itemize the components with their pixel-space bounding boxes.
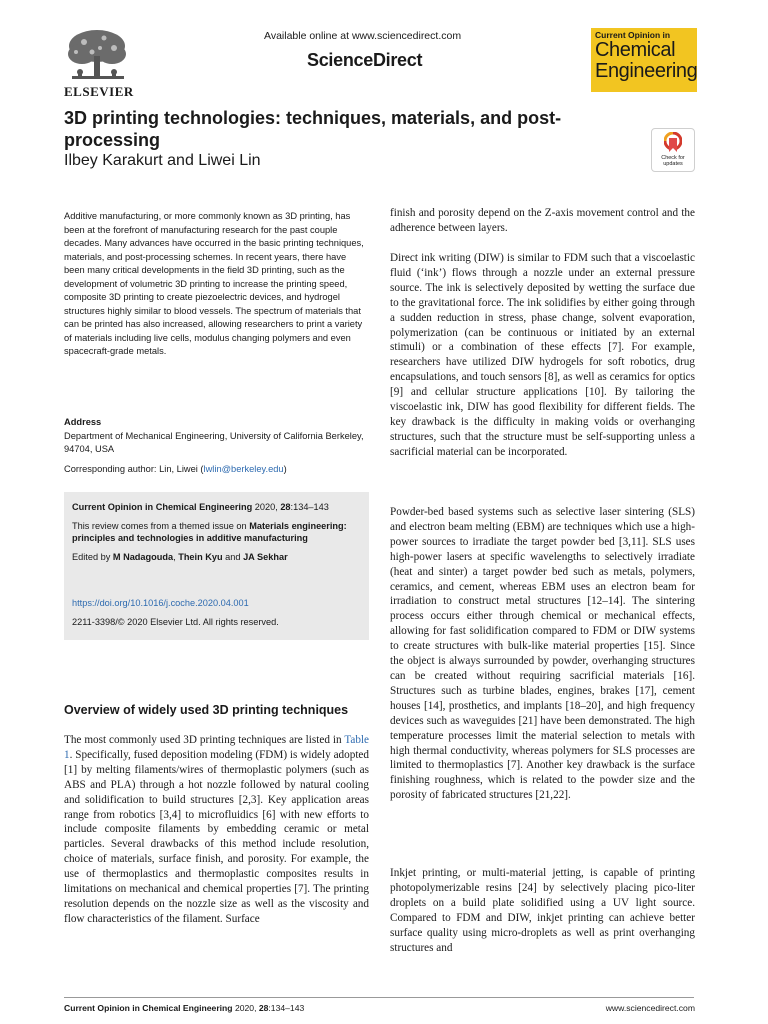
sciencedirect-brand: ScienceDirect <box>307 50 423 70</box>
crossmark-label-2: updates <box>663 161 683 167</box>
section-heading: Overview of widely used 3D printing techniques <box>64 703 349 717</box>
editor-1: M Nadagouda <box>112 551 174 562</box>
edited-prefix: Edited by <box>72 551 113 562</box>
publisher-name: ELSEVIER <box>64 84 134 99</box>
crossmark-label-1: Check for <box>661 155 685 161</box>
address-text: Department of Mechanical Engineering, University of California Berkeley, 94704, USA <box>64 431 364 454</box>
footer-pages: :134–143 <box>268 1003 305 1013</box>
article-authors: Ilbey Karakurt and Liwei Lin <box>64 152 261 169</box>
intro-text-1: The most commonly used 3D printing techniques are listed in <box>64 734 345 746</box>
corresponding-suffix: ) <box>283 464 287 474</box>
journal-cover-line-1: Chemical <box>595 39 676 61</box>
doi-line <box>72 597 361 610</box>
crossmark-icon <box>664 132 682 154</box>
theme-prefix: This review comes from a themed issue on <box>72 520 250 531</box>
footer-journal: Current Opinion in Chemical Engineering <box>64 1003 233 1013</box>
right-paragraph-inkjet: Inkjet printing, or multi-material jetting, is capable of printing photopolymerizable resins [24] by selectively placing pico-liter droplets on a build plate solidified using a UV light source. Compared to FDM and DIW, inkjet printing can achieve better surface quality using micro-droplets as well as print overhanging structures and <box>390 867 695 954</box>
article-info-box <box>64 492 369 640</box>
abstract: Additive manufacturing, or more commonly known as 3D printing, has been at the forefront of manufacturing research for the past couple decades. Many advances have occurred in the basic printing techniques, materials, and post-processing schemes. In recent years, there have been many critical developments in the field 3D printing, such as the development of volumetric 3D printing to increase the printing speed, composite 3D printing to create piezoelectric devices, and hydrogel structures highly similar to blood vessels. The spectrum of materials that can be printed has also increased, allowing researchers to print a variety of materials including live cells, modulus changing polymers and even spacecraft-grade metals. <box>64 211 364 356</box>
doi-link[interactable]: https://doi.org/10.1016/j.coche.2020.04.001 <box>72 598 249 608</box>
right-paragraph-1: finish and porosity depend on the Z-axis movement control and the adherence between layers. <box>390 207 695 234</box>
right-paragraph-powder-bed: Powder-bed based systems such as selective laser sintering (SLS) and electron beam melting (EBM) are techniques which use a high-power sources to irradiate the target powder bed [3,11]. SLS uses high-power lasers at specific wavelengths to selectively irradiate (heat and sinter) a target powder bed such as metals, polymers, ceramics, and cement, whereas EBM uses an electron beam for irradiation to construct metal structures [12–14]. The sintering process occurs either through chemical or mechanical effects, allowing for fast solidification compared to FDM or DIW systems to create structures with bulk-like material properties [15]. Since the object is always surrounded by powder, overhanging structures can be created without requiring sacrificial materials [16]. Structures such as turbine blades, engines, brakes [17], cement houses [14], prosthetics, and implants [18–20], and high frequency devices such as waveguides [21] have been demonstrated. The high temperature processes limit the material selection to metals with high thermal conductivity, whereas polymers for SLS processes are limited to thermoplastics [7]. Another key drawback is the surface finishing roughness, which is related to the powder size and the porosity of fabricated structures [21,22]. <box>390 506 695 802</box>
journal-cover <box>591 28 697 92</box>
footer-divider <box>64 997 694 998</box>
footer-citation <box>64 1003 304 1013</box>
footer-website: www.sciencedirect.com <box>605 1003 695 1013</box>
journal-cover-small: Current Opinion in <box>595 30 671 40</box>
citation-pages: :134–143 <box>290 502 329 512</box>
author-email-link[interactable]: lwlin@berkeley.edu <box>203 464 284 474</box>
available-online-text: Available online at www.sciencedirect.com <box>264 30 462 42</box>
theme-line <box>72 520 361 545</box>
editor-2: Thein Kyu <box>178 551 223 562</box>
editors-line <box>72 551 361 564</box>
footer-volume: 28 <box>258 1003 269 1013</box>
citation-journal: Current Opinion in Chemical Engineering <box>72 502 253 512</box>
citation-line <box>72 501 361 514</box>
theme-name: Materials engineering: principles and technologies in additive manufacturing <box>72 520 347 543</box>
article-title: 3D printing technologies: techniques, materials, and post-processing <box>64 108 562 150</box>
footer-year: 2020, <box>232 1003 259 1013</box>
editor-3: JA Sekhar <box>243 551 288 562</box>
citation-volume: 28 <box>280 502 291 512</box>
address-label: Address <box>64 417 102 427</box>
corresponding-prefix: Corresponding author: Lin, Liwei ( <box>64 464 204 474</box>
right-paragraph-diw: Direct ink writing (DIW) is similar to FDM such that a viscoelastic fluid (‘ink’) flows through a nozzle under an external pressure source. The ink is selectively deposited by wetting the surface due to the gravitational force. The ink solidifies by either going through a sudden reduction in stress, phase change, solvent evaporation, polymerization (can be continuous or initiated by an external stimuli) or a combination of these effects [7]. For example, researchers have utilized DIW hydrogels for soft robotics, drug encapsulations, and touch sensors [8], as well as ceramics for optics [9] and cellular structure applications [10]. By tailoring the viscoelastic ink, DIW has good flexibility for different fields. The key drawback is the difficulty in making voids or overhanging structures, such that the structure must be self-supporting unless a sacrificial material can be incorporated. <box>390 252 695 458</box>
section-paragraph <box>64 733 369 927</box>
table-1-link[interactable]: Table 1 <box>64 734 369 761</box>
editor-sep-2: and <box>222 551 244 562</box>
journal-cover-line-2: Engineering <box>595 60 698 82</box>
citation-year: 2020, <box>252 502 281 512</box>
check-for-updates-button[interactable] <box>651 128 695 172</box>
copyright-line: 2211-3398/© 2020 Elsevier Ltd. All rights reserved. <box>72 616 279 627</box>
editor-sep-1: , <box>173 551 179 562</box>
intro-text-2: . Specifically, fused deposition modeling (FDM) is widely adopted [1] by melting filaments/wires of thermoplastic polymers (such as ABS and PLA) through a hot nozzle followed by natural cooling and solidification to build structures [2,3]. Key application areas range from robotics [3,4] to microfluidics [6] with new efforts to include composite filaments by embedding ceramic or metal particles. Several drawbacks of this method include resolution, choice of materials, surface finish, and porosity. For example, the use of thermoplastics and thermoplastic composites results in limitations on mechanical and chemical properties [7]. The printing resolution depends on the nozzle size as well as the viscosity and flow characteristics of the filament. Surface <box>64 748 369 925</box>
corresponding-author <box>64 464 287 474</box>
